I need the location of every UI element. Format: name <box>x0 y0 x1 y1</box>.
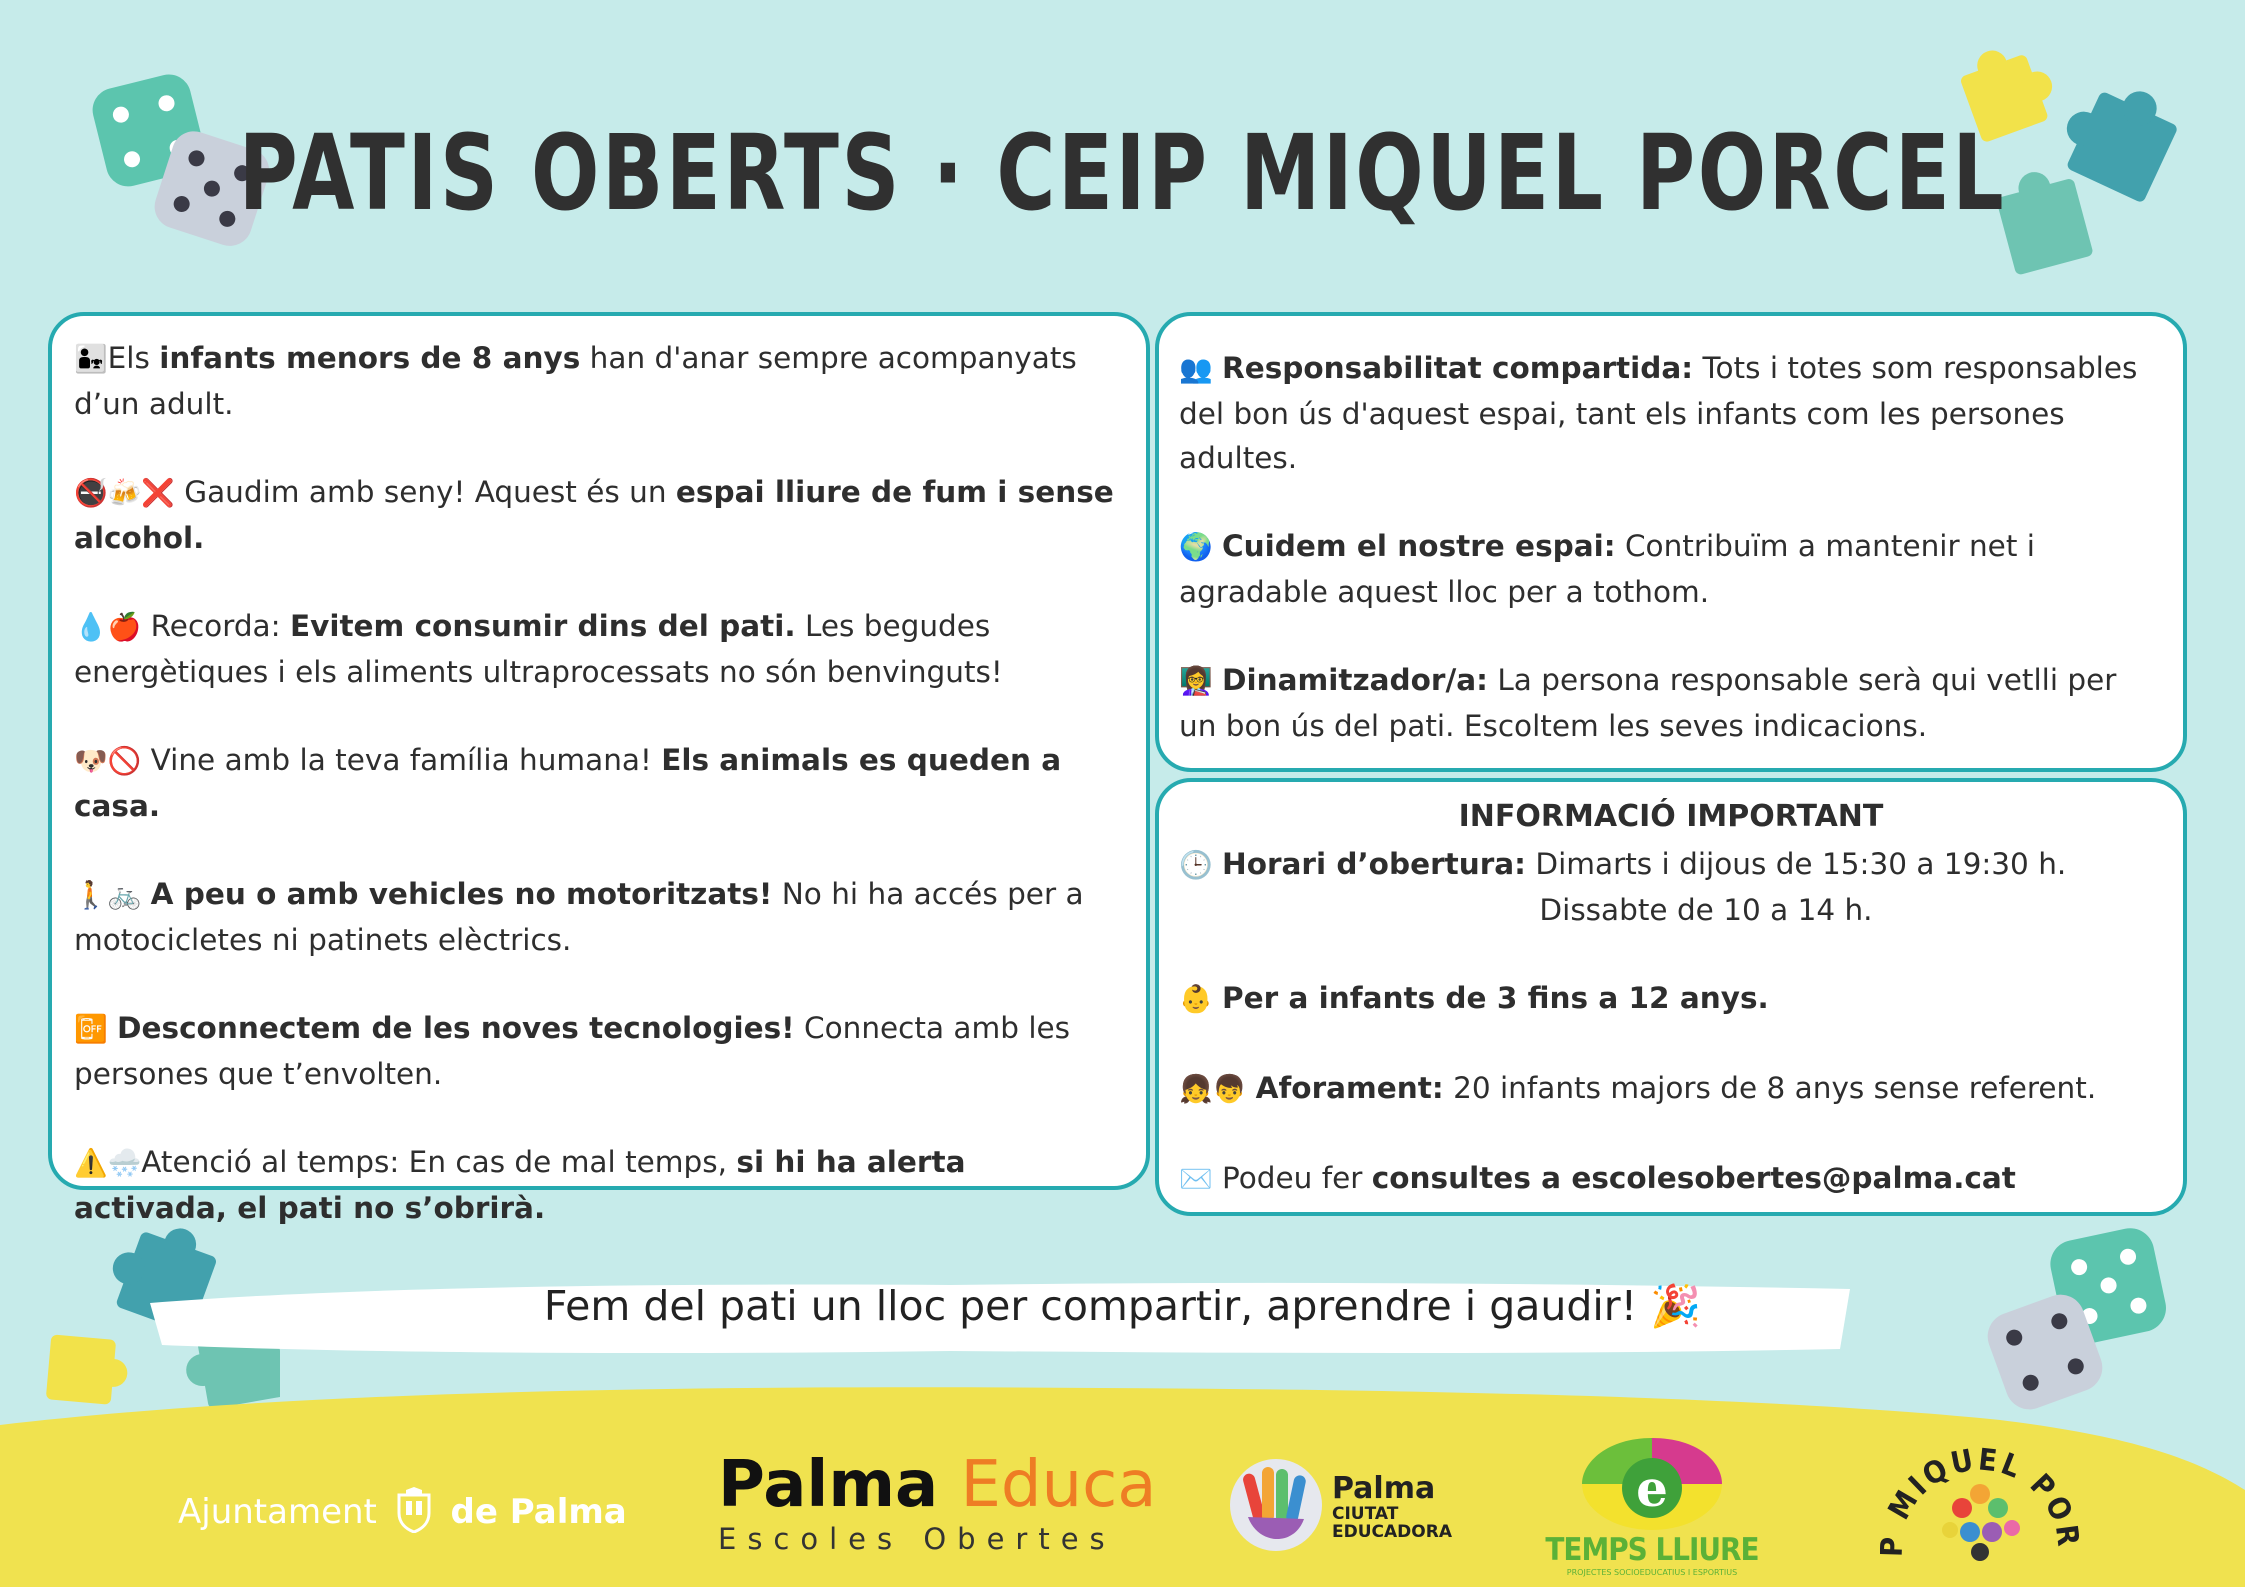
responsibility-item: 👥 Responsabilitat compartida: Tots i totes som responsables del bon ús d'aquest espai, tant els infants com les persones adultes. <box>1179 351 2138 475</box>
contact-email[interactable]: consultes a escolesobertes@palma.cat <box>1371 1161 2016 1195</box>
envelope-icon: ✉️ <box>1179 1164 1213 1195</box>
rule-item: 🚭🍻❌ Gaudim amb seny! Aquest és un espai lliure de fum i sense alcohol. <box>74 475 1114 555</box>
rule-item: 💧🍎 Recorda: Evitem consumir dins del pati. Les begudes energètiques i els aliments ultraprocessats no són benvinguts! <box>74 609 1003 689</box>
rules-panel <box>48 312 1150 1225</box>
baby-icon: 👶 <box>1179 984 1213 1015</box>
crest-icon <box>394 1487 434 1533</box>
temps-lliure-emblem <box>1538 1432 1766 1532</box>
age-range: 👶 Per a infants de 3 fins a 12 anys. <box>1179 981 1769 1015</box>
children-icon: 👧👦 <box>1179 1074 1247 1105</box>
clock-icon: 🕒 <box>1179 850 1213 881</box>
rule-item: 🐶🚫 Vine amb la teva família humana! Els animals es queden a casa. <box>74 743 1062 823</box>
rule-item: ⚠️🌨️Atenció al temps: En cas de mal temps, si hi ha alerta activada, el pati no s’obrirà. <box>74 1145 966 1225</box>
palma-ciutat-educadora-logo[interactable]: Palma CIUTAT EDUCADORA <box>1228 1455 1498 1565</box>
info-title: INFORMACIÓ IMPORTANT <box>1458 799 1884 834</box>
responsibility-panel <box>1155 312 2187 772</box>
temps-lliure-logo[interactable]: e TEMPS LLIURE PROJECTES SOCIOEDUCATIUS I ESPORTIUS <box>1538 1432 1766 1582</box>
rule-item: 📴 Desconnectem de les noves tecnologies! Connecta amb les persones que t’envolten. <box>74 1011 1071 1091</box>
ajuntament-logo[interactable]: Ajuntament de Palma <box>178 1487 627 1533</box>
svg-text:CEIP MIQUEL PORCEL: MIQUEL PO <box>1881 1442 2080 1530</box>
page-title: PATIS OBERTS · CEIP MIQUEL PORCEL <box>238 112 2007 234</box>
rule-item: 👨‍👧Els infants menors de 8 anys han d'anar sempre acompanyats d’un adult. <box>74 341 1077 421</box>
capacity: 👧👦 Aforament: 20 infants majors de 8 anys sense referent. <box>1179 1071 2097 1105</box>
contact: ✉️ Podeu fer consultes a escolesobertes@palma.cat <box>1179 1161 2016 1195</box>
info-panel <box>1155 778 2187 1216</box>
ceip-miquel-porcel-logo[interactable] <box>1880 1428 2080 1578</box>
responsibility-item: 👩‍🏫 Dinamitzador/a: La persona responsable serà qui vetlli per un bon ús del pati. Escoltem les seves indicacions. <box>1179 663 2117 743</box>
responsibility-item: 🌍 Cuidem el nostre espai: Contribuïm a mantenir net i agradable aquest lloc per a tothom. <box>1179 529 2035 609</box>
schedule: 🕒 Horari d’obertura: Dimarts i dijous de 15:30 a 19:30 h. Dissabte de 10 a 14 h. <box>1179 847 2067 927</box>
ceip-emblem <box>1880 1428 2080 1578</box>
hand-icon <box>1228 1455 1324 1555</box>
palma-educa-logo[interactable]: Palma Educa Escoles Obertes <box>718 1448 1157 1556</box>
rule-item: 🚶🚲 A peu o amb vehicles no motoritzats! No hi ha accés per a motocicletes ni patinets elèctrics. <box>74 877 1084 957</box>
tagline: Fem del pati un lloc per compartir, aprendre i gaudir! 🎉 <box>543 1282 1702 1330</box>
svg-text:e: e <box>1636 1459 1668 1518</box>
